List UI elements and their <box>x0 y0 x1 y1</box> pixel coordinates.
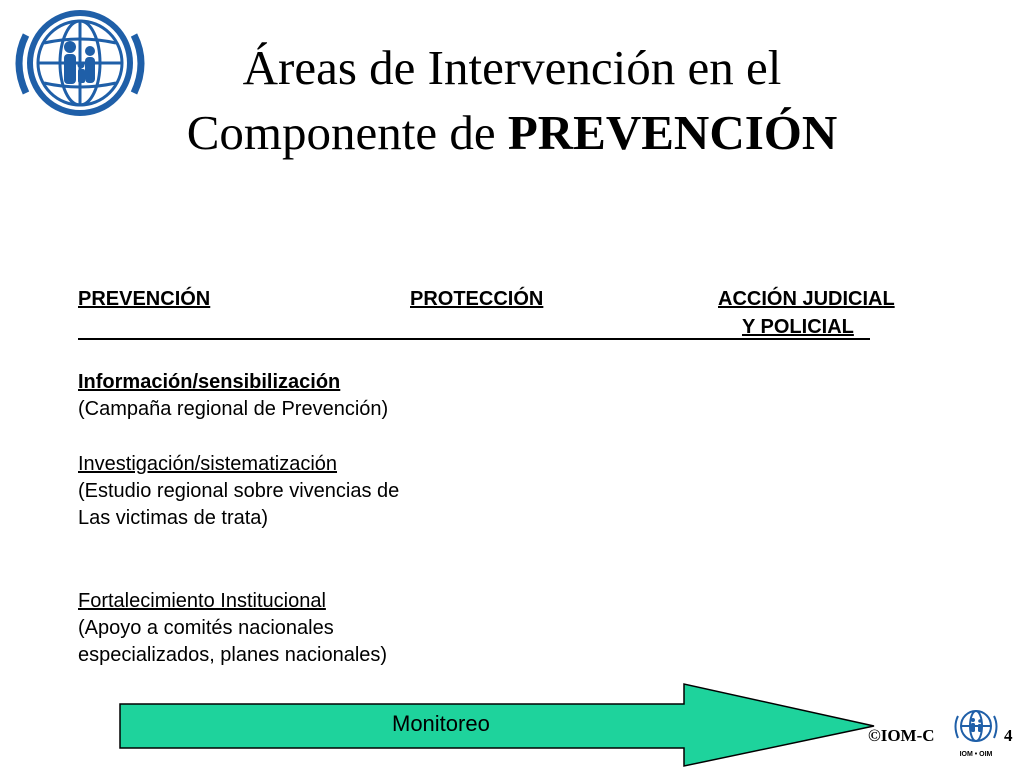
header-divider <box>78 338 870 340</box>
item-heading: Fortalecimiento Institucional <box>78 590 326 612</box>
column-heading-accion-judicial: ACCIÓN JUDICIAL <box>718 288 895 310</box>
copyright-text: ©IOM-C <box>868 726 935 745</box>
slide-title-line2 <box>0 103 1024 163</box>
iom-oim-logo-icon <box>952 704 1000 766</box>
item-detail: (Estudio regional sobre vivencias de <box>78 480 400 502</box>
svg-text:IOM • OIM: IOM • OIM <box>959 751 993 758</box>
title-bold: PREVENCIÓN <box>507 105 838 160</box>
column-heading-prevencion: PREVENCIÓN <box>78 288 211 310</box>
item-detail: (Campaña regional de Prevención) <box>78 398 389 420</box>
slide-title-line1: Áreas de Intervención en el <box>242 40 782 95</box>
item-heading: Información/sensibilización <box>78 371 341 393</box>
page-number: 4 <box>1004 726 1013 745</box>
title-prefix: Componente de <box>186 105 508 160</box>
item-detail: Las victimas de trata) <box>78 507 269 529</box>
column-heading-y-policial: Y POLICIAL <box>742 316 854 338</box>
item-heading: Investigación/sistematización <box>78 453 338 475</box>
column-heading-proteccion: PROTECCIÓN <box>410 288 544 310</box>
monitoreo-label: Monitoreo <box>392 711 490 736</box>
monitoreo-arrow <box>118 682 878 768</box>
item-detail: (Apoyo a comités nacionales <box>78 617 334 639</box>
item-detail: especializados, planes nacionales) <box>78 644 388 666</box>
